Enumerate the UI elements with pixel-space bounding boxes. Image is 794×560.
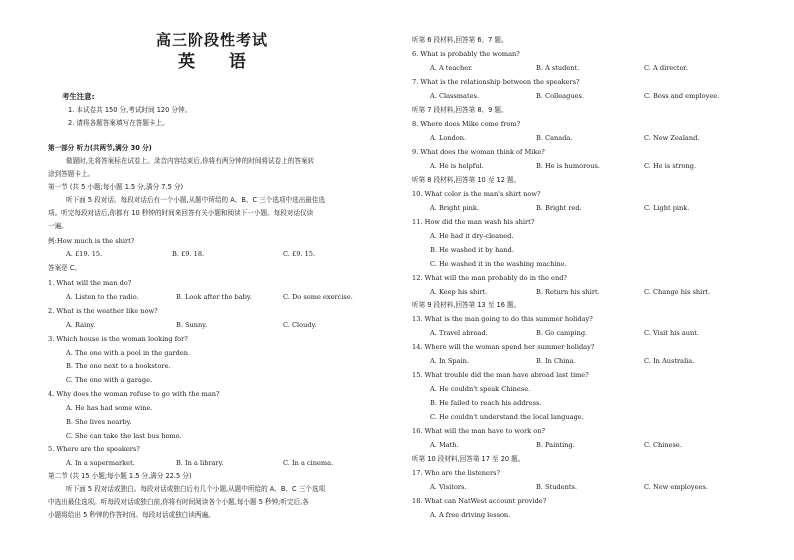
question: 16. What will the man have to work on?: [412, 427, 545, 435]
option-b: B. She lives nearby.: [66, 418, 132, 426]
option-c: C. He washed it in the washing machine.: [430, 260, 567, 268]
notice-item: 1. 本试卷共 150 分,考试时间 120 分钟。: [68, 106, 192, 114]
option-b: B. Return his shirt.: [536, 288, 600, 296]
option-a: A. Travel abroad.: [430, 329, 488, 337]
question: 9. What does the woman think of Mike?: [412, 148, 545, 156]
option-a: A. Rainy.: [66, 321, 96, 329]
option-a: A. Listen to the radio.: [66, 293, 139, 301]
question: 2. What is the weather like now?: [48, 307, 158, 315]
option-c: C. Chinese.: [644, 441, 682, 449]
question: 11. How did the man wash his shirt?: [412, 218, 535, 226]
section1-directions: 听下面 5 段对话。每段对话后有一个小题,从题中所给的 A、B、C 三个选项中选出最佳选: [66, 196, 326, 204]
option-c: C. Cloudy.: [283, 321, 317, 329]
option-c: C. A director.: [644, 64, 689, 72]
section1-heading: 第一节 (共 5 小题;每小题 1.5 分,满分 7.5 分): [48, 183, 184, 191]
option-a: A. A teacher.: [430, 64, 473, 72]
option-a: A. The one with a pool in the garden.: [66, 349, 191, 357]
question: 4. Why does the woman refuse to go with the man?: [48, 390, 220, 398]
part1-intro: 涂到答题卡上。: [48, 170, 95, 178]
section1-directions: 项。听完每段对话后,你都有 10 秒钟的时间来回答有关小题和阅读下一小题。每段对话仅读: [48, 209, 314, 217]
option-a: A. He is helpful.: [430, 162, 484, 170]
question: 13. What is the man going to do this summer holiday?: [412, 315, 593, 323]
option-c: C. Change his shirt.: [644, 288, 711, 296]
section2-directions: 小题将给出 5 秒钟的作答时间。每段对话或独白读两遍。: [48, 511, 215, 519]
option-a: A. Classmates.: [430, 92, 480, 100]
option-c: C. Visit his aunt.: [644, 329, 700, 337]
option-a: A. Visitors.: [430, 483, 467, 491]
option-b: B. He failed to reach his address.: [430, 399, 542, 407]
option-a: A. A free driving lesson.: [430, 511, 511, 519]
question: 6. What is probably the woman?: [412, 50, 520, 58]
option-c: C. New employees.: [644, 483, 708, 491]
notice-item: 2. 请将各题答案填写在答题卡上。: [68, 119, 169, 127]
option-b: B. Bright red.: [536, 204, 582, 212]
section2-directions: 中选出最佳选项。听每段对话或独白前,你将有时间阅读各个小题,每小题 5 秒钟;听完后,各: [48, 498, 309, 506]
notice-heading: 考生注意:: [62, 92, 95, 101]
option-b: B. He washed it by hand.: [430, 246, 514, 254]
example-option-c: C. £9. 15.: [283, 250, 316, 258]
question: 14. Where will the woman spend her summer holiday?: [412, 343, 595, 351]
option-b: B. Canada.: [536, 134, 573, 142]
subject-title: 英 语: [178, 52, 260, 72]
section1-directions: 一遍。: [48, 222, 68, 230]
option-c: C. She can take the last bus home.: [66, 432, 182, 440]
option-a: A. In a supermarket.: [66, 459, 135, 467]
option-c: C. In a cinema.: [283, 459, 334, 467]
option-b: B. Go camping.: [536, 329, 588, 337]
option-a: A. Keep his shirt.: [430, 288, 488, 296]
exam-title: 高三阶段性考试: [156, 31, 269, 49]
material-6-heading: 听第 6 段材料,回答第 6、7 题。: [412, 36, 508, 44]
option-b: B. The one next to a bookstore.: [66, 362, 171, 370]
option-b: B. A student.: [536, 64, 580, 72]
option-b: B. In China.: [536, 357, 576, 365]
option-b: B. Colleagues.: [536, 92, 584, 100]
option-b: B. In a library.: [176, 459, 224, 467]
part1-intro: 做题时,先将答案标在试卷上。录音内容结束后,你将有两分钟的时间将试卷上的答案转: [66, 157, 315, 165]
option-c: C. Light pink.: [644, 204, 690, 212]
option-b: B. Sunny.: [176, 321, 208, 329]
material-7-heading: 听第 7 段材料,回答第 8、9 题。: [412, 106, 508, 114]
question: 8. Where does Mike come from?: [412, 120, 521, 128]
option-a: A. In Spain.: [430, 357, 470, 365]
question: 3. Which house is the woman looking for?: [48, 335, 188, 343]
question: 1. What will the man do?: [48, 279, 132, 287]
question: 5. Where are the speakers?: [48, 445, 140, 453]
question: 10. What color is the man's shirt now?: [412, 190, 541, 198]
option-c: C. The one with a garage.: [66, 376, 153, 384]
question: 18. What can NatWest account provide?: [412, 497, 547, 505]
question: 7. What is the relationship between the speakers?: [412, 78, 580, 86]
material-10-heading: 听第 10 段材料,回答第 17 至 20 题。: [412, 455, 525, 463]
material-9-heading: 听第 9 段材料,回答第 13 至 16 题。: [412, 301, 521, 309]
example-question: 例:How much is the shirt?: [48, 237, 135, 245]
question: 17. Who are the listeners?: [412, 469, 501, 477]
option-a: A. Math.: [430, 441, 459, 449]
option-b: B. Look after the baby.: [176, 293, 252, 301]
option-a: A. Bright pink.: [430, 204, 479, 212]
option-b: B. Painting.: [536, 441, 575, 449]
option-b: B. He is humorous.: [536, 162, 600, 170]
option-c: C. In Australia.: [644, 357, 695, 365]
option-b: B. Students.: [536, 483, 577, 491]
example-answer: 答案是 C。: [48, 264, 82, 272]
example-option-b: B. £9. 18.: [172, 250, 205, 258]
option-c: C. He is strong.: [644, 162, 697, 170]
option-a: A. He has had some wine.: [66, 404, 153, 412]
option-a: A. He couldn't speak Chinese.: [430, 385, 531, 393]
part1-heading: 第一部分 听力(共两节,满分 30 分): [48, 144, 152, 152]
option-c: C. New Zealand.: [644, 134, 700, 142]
option-c: C. Boss and employee.: [644, 92, 720, 100]
question: 12. What will the man probably do in the end?: [412, 274, 567, 282]
option-a: A. London.: [430, 134, 467, 142]
question: 15. What trouble did the man have abroad last time?: [412, 371, 589, 379]
material-8-heading: 听第 8 段材料,回答第 10 至 12 题。: [412, 176, 521, 184]
section2-heading: 第二节 (共 15 小题;每小题 1.5 分,满分 22.5 分): [48, 472, 192, 480]
option-c: C. He couldn't understand the local language.: [430, 413, 584, 421]
example-option-a: A. £19. 15.: [66, 250, 103, 258]
section2-directions: 听下面 5 段对话或独白。每段对话或独白后有几个小题,从题中所给的 A、B、C 三个选项: [66, 485, 326, 493]
option-c: C. Do some exercise.: [283, 293, 353, 301]
option-a: A. He had it dry-cleaned.: [430, 232, 514, 240]
